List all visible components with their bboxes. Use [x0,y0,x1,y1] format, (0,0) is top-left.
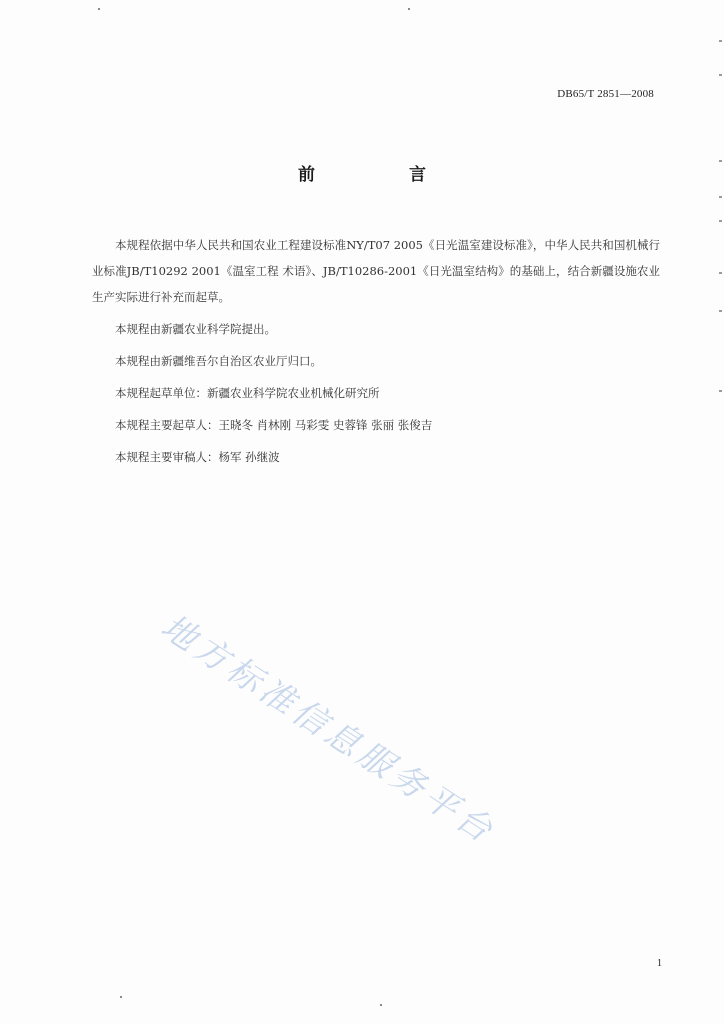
administrator-line: 本规程由新疆维吾尔自治区农业厅归口。 [115,354,322,368]
scan-speck [98,8,100,10]
scan-speck [380,1004,382,1006]
proposer-line: 本规程由新疆农业科学院提出。 [115,322,276,336]
scan-speck [120,996,122,998]
page-number: 1 [657,958,662,969]
page-title: 前 言 [298,165,470,185]
watermark: 地方标准信息服务平台 [153,606,503,853]
drafting-unit-line: 本规程起草单位：新疆农业科学院农业机械化研究所 [115,386,380,400]
reviewers-line: 本规程主要审稿人：杨军 孙继波 [115,450,280,464]
intro-paragraph: 本规程依据中华人民共和国农业工程建设标准NY/T07 2005《日光温室建设标准》，中华人民共和国机械行业标准JB/T10292 2001《温室工程 术语》、JB/T10286-2001《日光温室结构》的基础上，结合新疆设施农业生产实际进行补充而起草。 [92,238,660,304]
document-body [92,232,660,476]
scan-speck [408,8,410,10]
drafters-line: 本规程主要起草人：王晓冬 肖林刚 马彩雯 史蓉锋 张丽 张俊吉 [115,418,433,432]
document-code: DB65/T 2851—2008 [557,88,654,100]
